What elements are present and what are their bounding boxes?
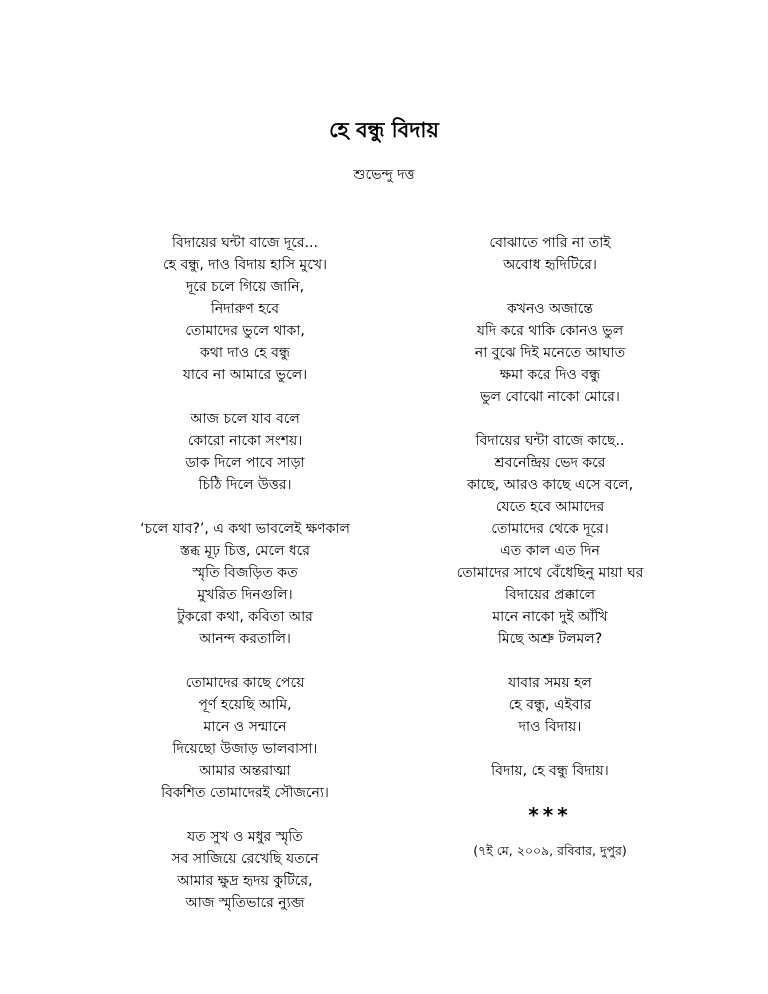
stanza [400, 760, 700, 782]
poem-line: মুখরিত দিনগুলি। [197, 587, 293, 603]
poem-line: স্মৃতি বিজড়িত কত [192, 565, 298, 581]
left-column [100, 232, 390, 936]
poem-line: মানে ও সন্মানে [203, 719, 287, 735]
poem-line: কখনও অজান্তে [506, 301, 594, 317]
poem-line: আমার অন্তরাত্মা [199, 763, 291, 779]
poem-line: কথা দাও হে বন্ধু [200, 345, 290, 361]
poem-line: যদি করে থাকি কোনও ভুল [476, 323, 624, 339]
poem-line: কোরো নাকো সংশয়। [187, 433, 303, 449]
poem-line: আমার ক্ষুদ্র হৃদয় কুটিরে, [177, 873, 313, 889]
poem-line: সব সাজিয়ে রেখেছি যতনে [171, 851, 319, 867]
poem-line: তোমাদের সাথে বেঁধেছিনু মায়া ঘর [456, 565, 644, 581]
stanza [400, 672, 700, 738]
poem-line: বোঝাতে পারি না তাই [489, 235, 611, 251]
poem-line: হে বন্ধু, দাও বিদায় হাসি মুখে। [162, 257, 328, 273]
poem-line: তোমাদের ভুলে থাকা, [185, 323, 305, 339]
stanza [100, 672, 390, 804]
stanza [100, 232, 390, 386]
poem-line: মানে নাকো দুই আঁখি [492, 609, 608, 625]
stanza [400, 232, 700, 276]
poem-line: শ্রবনেন্দ্রিয় ভেদ করে [494, 455, 606, 471]
poem-line: ক্ষমা করে দিও বন্ধু [499, 367, 601, 383]
poem-line: বিকশিত তোমাদেরই সৌজন্যে। [161, 785, 329, 801]
poem-line: পূর্ণ হয়েছি আমি, [198, 697, 292, 713]
section-separator: *** [528, 803, 572, 827]
poem-dateline: (৭ই মে, ২০০৯, রবিবার, দুপুর) [473, 843, 627, 858]
poem-line: বিদায়ের প্রক্কালে [504, 587, 596, 603]
stanza [100, 518, 390, 650]
poem-line: কাছে, আরও কাছে এসে বলে, [466, 477, 634, 493]
poem-line: দাও বিদায়। [518, 719, 582, 735]
poem-line: ডাক দিলে পাবে সাড়া [185, 455, 305, 471]
poem-line: যাবার সময় হল [508, 675, 592, 691]
poem-line: আজ চলে যাব বলে [190, 411, 300, 427]
right-column [400, 232, 700, 862]
poem-line: চিঠি দিলে উত্তর। [198, 477, 292, 493]
poem-line: বিদায়, হে বন্ধু বিদায়। [491, 763, 609, 779]
stanza [100, 826, 390, 914]
right-stanzas [400, 232, 700, 782]
stanza [400, 430, 700, 650]
poem-line: না বুঝে দিই মনেতে আঘাত [474, 345, 626, 361]
poem-line: যেতে হবে আমাদের [495, 499, 605, 515]
poem-line: হে বন্ধু, এইবার [508, 697, 592, 713]
poem-line: দূরে চলে গিয়ে জানি, [185, 279, 305, 295]
stanza [100, 408, 390, 496]
poem-line: তোমাদের থেকে দূরে। [491, 521, 609, 537]
poem-line: মিছে অশ্রু টলমল? [497, 631, 603, 647]
poem-line: তোমাদের কাছে পেয়ে [185, 675, 305, 691]
poem-line: এত কাল এত দিন [500, 543, 600, 559]
poem-line: আজ স্মৃতিভারে ন্যুব্জ [185, 895, 305, 911]
poem-line: ভুল বোঝো নাকো মোরে। [480, 389, 620, 405]
poem-line: বিদায়ের ঘন্টা বাজে কাছে.. [475, 433, 625, 449]
poem-line: বিদায়ের ঘন্টা বাজে দূরে... [172, 235, 318, 251]
stanza [400, 298, 700, 408]
poem-line: নিদারুণ হবে [210, 301, 280, 317]
poem-line: আনন্দ করতালি। [199, 631, 291, 647]
poem-line: টুকরো কথা, কবিতা আর [177, 609, 313, 625]
poem-author: শুভেন্দু দত্ত [353, 167, 415, 183]
poem-line: স্তব্ধ মূঢ় চিত্ত, মেলে ধরে [179, 543, 311, 559]
poem-line: দিয়েছো উজাড় ভালবাসা। [172, 741, 318, 757]
poem-line: যত সুখ ও মধুর স্মৃতি [187, 829, 303, 845]
poem-line: যাবে না আমারে ভুলে। [182, 367, 308, 383]
poem-line: অবোধ হৃদিটিরে। [503, 257, 597, 273]
poem-line: ‘চলে যাব?’, এ কথা ভাবলেই ক্ষণকাল [140, 521, 350, 537]
poem-title: হে বন্ধু বিদায় [329, 118, 439, 142]
